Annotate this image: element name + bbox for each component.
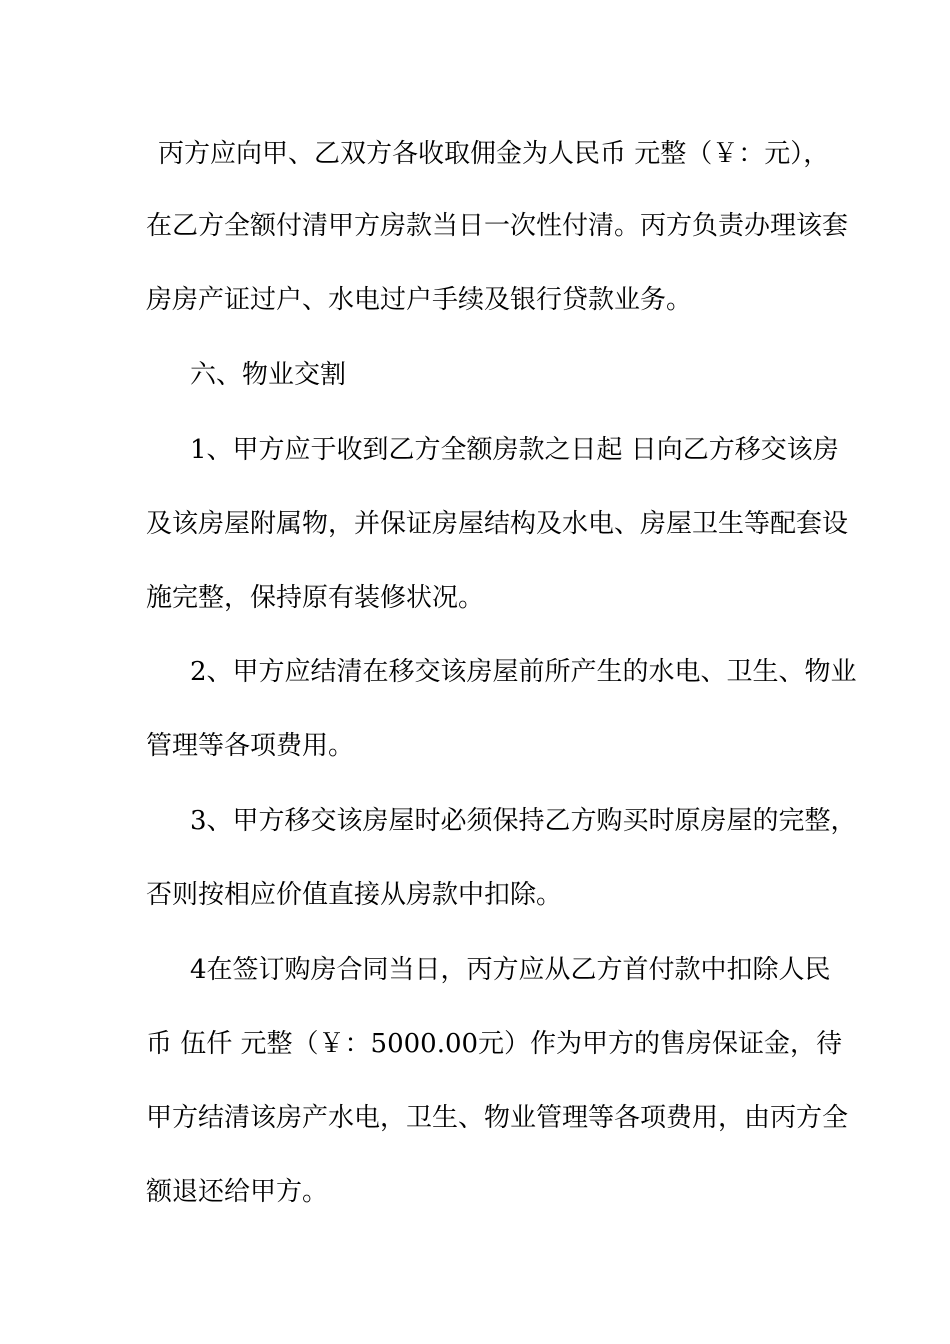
paragraph-line: 甲方结清该房产水电，卫生、物业管理等各项费用，由丙方全 <box>146 1103 849 1133</box>
paragraph-line: 币 伍仟 元整（￥：5000.00元）作为甲方的售房保证金，待 <box>146 1029 843 1059</box>
paragraph-line: 丙方应向甲、乙双方各收取佣金为人民币 元整（￥：元）， <box>158 139 830 169</box>
paragraph-line: 及该房屋附属物，并保证房屋结构及水电、房屋卫生等配套设 <box>146 509 849 539</box>
paragraph-line: 在乙方全额付清甲方房款当日一次性付清。丙方负责办理该套 <box>146 211 849 241</box>
paragraph-line: 施完整，保持原有装修状况。 <box>146 583 485 613</box>
paragraph-line: 1、甲方应于收到乙方全额房款之日起 日向乙方移交该房 <box>190 435 839 465</box>
paragraph-line: 额退还给甲方。 <box>146 1177 329 1207</box>
paragraph-line: 3、甲方移交该房屋时必须保持乙方购买时原房屋的完整， <box>190 806 857 836</box>
paragraph-line: 房房产证过户、水电过户手续及银行贷款业务。 <box>146 285 693 315</box>
paragraph-line: 4在签订购房合同当日，丙方应从乙方首付款中扣除人民 <box>190 955 831 985</box>
paragraph-line: 否则按相应价值直接从房款中扣除。 <box>146 880 563 910</box>
paragraph-line: 2、甲方应结清在移交该房屋前所产生的水电、卫生、物业 <box>190 657 857 687</box>
paragraph-line: 管理等各项费用。 <box>146 731 355 761</box>
section-heading: 六、物业交割 <box>190 360 347 390</box>
